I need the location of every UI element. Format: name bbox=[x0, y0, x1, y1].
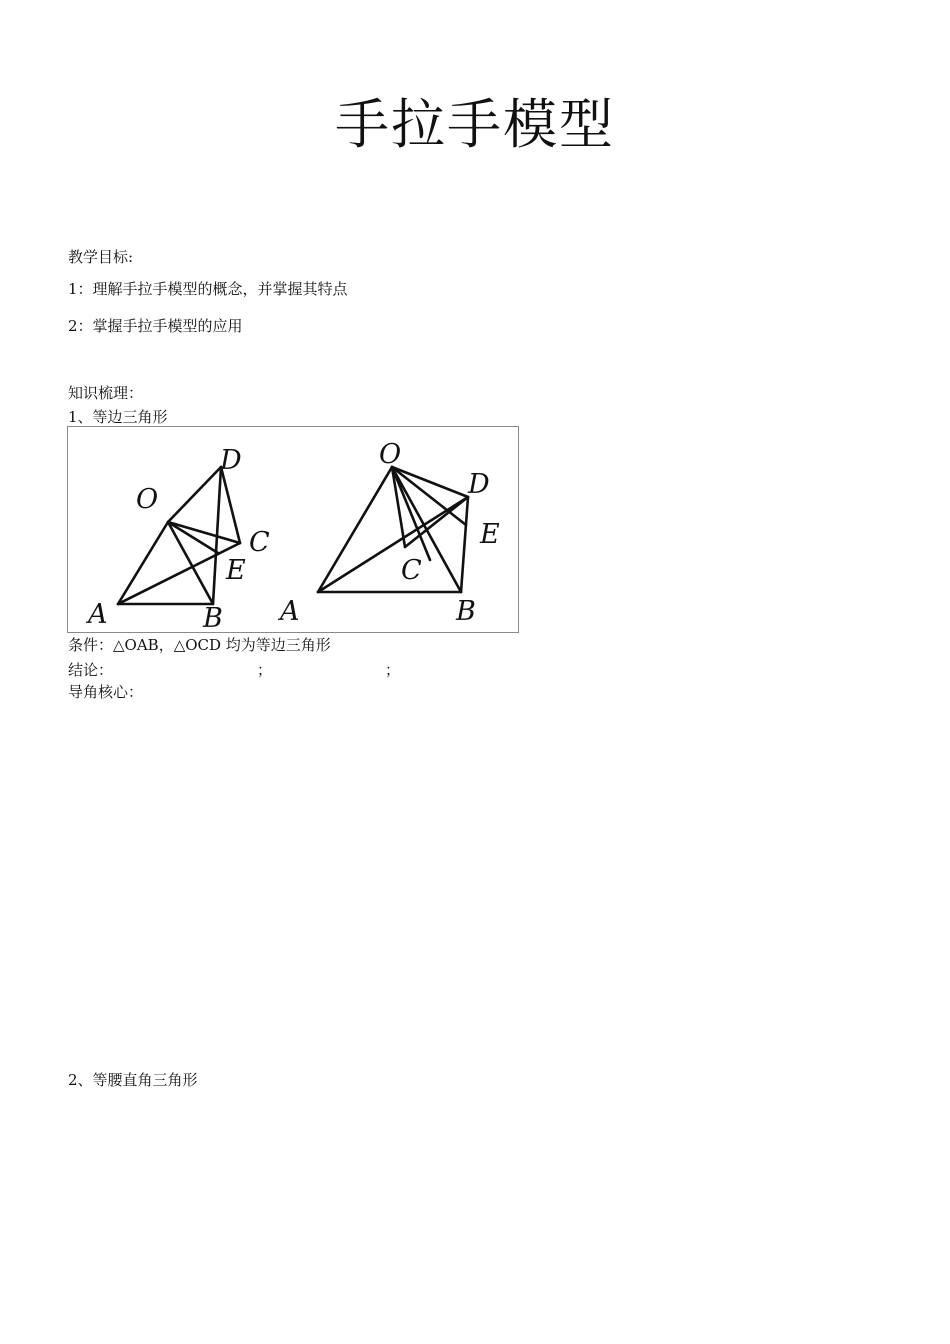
label-left-c: C bbox=[249, 527, 270, 558]
label-left-o: O bbox=[136, 484, 159, 515]
knowledge-heading: 知识梳理： bbox=[68, 384, 144, 402]
segment-ad-right bbox=[318, 497, 468, 592]
conclusion-separator-2: ； bbox=[385, 661, 401, 679]
label-right-d: D bbox=[468, 469, 490, 500]
section2-heading: 2、等腰直角三角形 bbox=[68, 1071, 198, 1089]
label-left-a: A bbox=[88, 599, 108, 630]
label-right-a: A bbox=[280, 596, 300, 627]
label-right-c: C bbox=[401, 555, 422, 586]
segment-dc bbox=[221, 467, 240, 543]
label-right-o: O bbox=[379, 439, 402, 470]
goals-heading: 教学目标: bbox=[68, 248, 134, 266]
label-right-b: B bbox=[456, 596, 476, 627]
label-left-e: E bbox=[226, 555, 246, 586]
right-diagram bbox=[277, 439, 500, 627]
condition-text: 条件：△OAB，△OCD 均为等边三角形 bbox=[68, 636, 331, 654]
segment-od bbox=[168, 467, 221, 522]
left-diagram bbox=[85, 445, 270, 632]
conclusion-separator-1: ； bbox=[257, 661, 273, 679]
equilateral-figure bbox=[67, 426, 519, 633]
segment-ao-right bbox=[318, 467, 392, 592]
geometry-diagrams bbox=[68, 427, 518, 632]
label-left-b: B bbox=[203, 603, 223, 632]
conclusion-label: 结论： bbox=[68, 661, 114, 679]
page-title: 手拉手模型 bbox=[335, 93, 615, 156]
core-label: 导角核心： bbox=[68, 683, 144, 701]
label-left-d: D bbox=[220, 445, 242, 476]
goal-item-1: 1：理解手拉手模型的概念，并掌握其特点 bbox=[68, 280, 348, 298]
goal-item-2: 2：掌握手拉手模型的应用 bbox=[68, 317, 243, 335]
section1-heading: 1、等边三角形 bbox=[68, 408, 168, 426]
segment-db-right bbox=[461, 497, 468, 592]
label-right-e: E bbox=[480, 519, 500, 550]
conclusion-row bbox=[68, 661, 400, 679]
